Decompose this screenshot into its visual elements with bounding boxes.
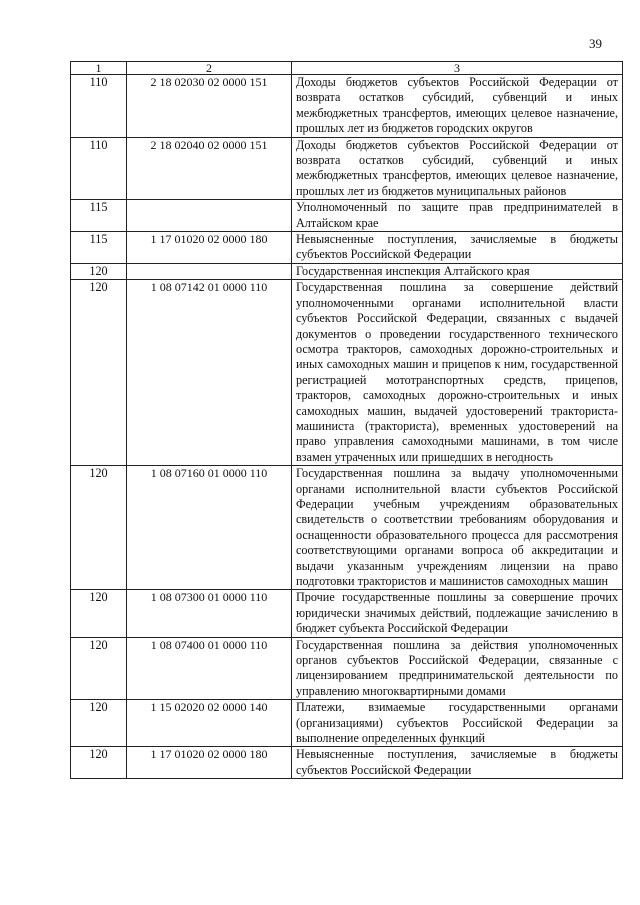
- table-row: [71, 75, 623, 138]
- table-row: [71, 232, 623, 264]
- admin-code-cell: 120: [71, 590, 127, 637]
- column-header-2: 2: [127, 62, 292, 75]
- revenue-code-cell: 2 18 02030 02 0000 151: [127, 75, 292, 138]
- admin-code-cell: 120: [71, 700, 127, 747]
- revenue-code-cell: 1 17 01020 02 0000 180: [127, 232, 292, 264]
- admin-code-cell: 120: [71, 466, 127, 590]
- revenue-name-cell: Платежи, взимаемые государственными органами (организациями) субъектов Российской Федерации за выполнение определенных функций: [292, 700, 623, 747]
- revenue-code-cell: 1 08 07142 01 0000 110: [127, 280, 292, 466]
- revenue-name-cell: Прочие государственные пошлины за совершение прочих юридически значимых действий, подлежащие зачислению в бюджет субъекта Российской Федерации: [292, 590, 623, 637]
- revenue-code-cell: 1 15 02020 02 0000 140: [127, 700, 292, 747]
- revenue-code-cell: 1 08 07160 01 0000 110: [127, 466, 292, 590]
- page-number: 39: [589, 36, 602, 51]
- table-row: [71, 200, 623, 232]
- revenue-name-cell: Государственная инспекция Алтайского края: [292, 263, 623, 279]
- revenue-name-cell: Невыясненные поступления, зачисляемые в бюджеты субъектов Российской Федерации: [292, 232, 623, 264]
- revenue-code-cell: 1 17 01020 02 0000 180: [127, 747, 292, 779]
- revenue-code-cell: 2 18 02040 02 0000 151: [127, 137, 292, 200]
- revenue-name-cell: Невыясненные поступления, зачисляемые в бюджеты субъектов Российской Федерации: [292, 747, 623, 779]
- revenue-code-cell: 1 08 07400 01 0000 110: [127, 637, 292, 700]
- admin-code-cell: 115: [71, 232, 127, 264]
- revenue-name-cell: Государственная пошлина за совершение действий уполномоченными органами исполнительной власти субъектов Российской Федерации, связанных с выдачей документов о проведении государственного технического осмотра тракторов, самоходных дорожно-строительных и иных самоходных машин и прицепов к ним, государственной регистрацией мототранспортных средств, прицепов, тракторов, самоходных дорожно-строительных и иных самоходных машин, выдачей удостоверений тракториста-машиниста (тракториста), временных удостоверений на право управления самоходными машинами, в том числе взамен утраченных или пришедших в негодность: [292, 280, 623, 466]
- budget-classification-table: [70, 61, 623, 779]
- admin-code-cell: 120: [71, 263, 127, 279]
- revenue-code-cell: [127, 200, 292, 232]
- revenue-code-cell: 1 08 07300 01 0000 110: [127, 590, 292, 637]
- table-row: [71, 137, 623, 200]
- revenue-code-cell: [127, 263, 292, 279]
- admin-code-cell: 115: [71, 200, 127, 232]
- revenue-name-cell: Государственная пошлина за выдачу уполномоченными органами исполнительной власти субъектов Российской Федерации учебным учреждениям образовательных свидетельств о соответствии требованиям оборудования и оснащенности образовательного процесса для рассмотрения соответствующими органами вопроса об аккредитации и выдачи указанным учреждениям лицензии на право подготовки трактористов и машинистов самоходных машин: [292, 466, 623, 590]
- admin-code-cell: 120: [71, 747, 127, 779]
- admin-code-cell: 110: [71, 137, 127, 200]
- table-row: [71, 590, 623, 637]
- table-row: [71, 747, 623, 779]
- revenue-name-cell: Доходы бюджетов субъектов Российской Федерации от возврата остатков субсидий, субвенций и иных межбюджетных трансфертов, имеющих целевое назначение, прошлых лет из бюджетов муниципальных районов: [292, 137, 623, 200]
- table-row: [71, 637, 623, 700]
- admin-code-cell: 110: [71, 75, 127, 138]
- table-row: [71, 700, 623, 747]
- table-header-row: [71, 62, 623, 75]
- admin-code-cell: 120: [71, 637, 127, 700]
- revenue-name-cell: Доходы бюджетов субъектов Российской Федерации от возврата остатков субсидий, субвенций и иных межбюджетных трансфертов, имеющих целевое назначение, прошлых лет из бюджетов городских округов: [292, 75, 623, 138]
- table-row: [71, 263, 623, 279]
- table-row: [71, 280, 623, 466]
- column-header-3: 3: [292, 62, 623, 75]
- column-header-1: 1: [71, 62, 127, 75]
- revenue-name-cell: Государственная пошлина за действия уполномоченных органов субъектов Российской Федерации, связанные с лицензированием предпринимательской деятельности по управлению многоквартирными домами: [292, 637, 623, 700]
- table-row: [71, 466, 623, 590]
- admin-code-cell: 120: [71, 280, 127, 466]
- revenue-name-cell: Уполномоченный по защите прав предпринимателей в Алтайском крае: [292, 200, 623, 232]
